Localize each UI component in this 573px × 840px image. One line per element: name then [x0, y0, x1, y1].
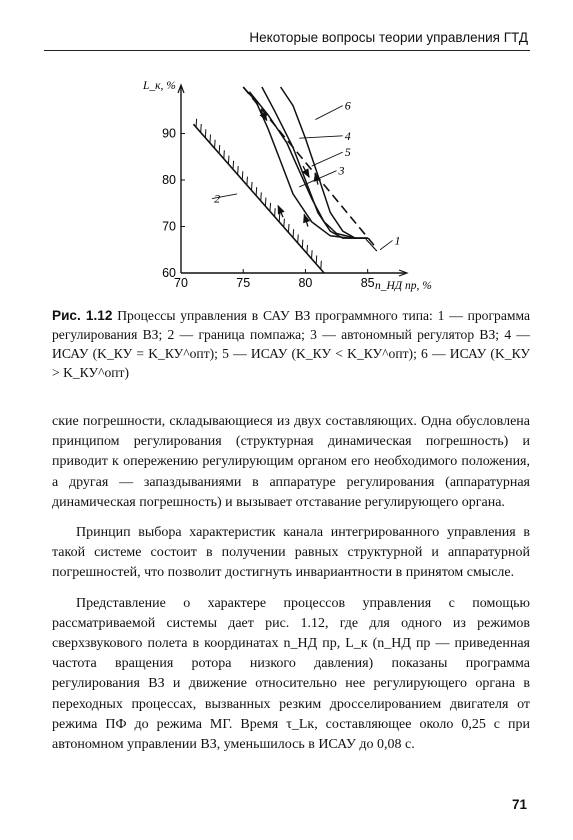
hatch-mark-9	[238, 166, 239, 174]
figure-caption	[52, 306, 530, 382]
hatch-mark-12	[252, 182, 253, 190]
chart-curves	[193, 87, 392, 273]
hatch-mark-11	[247, 177, 248, 185]
hatch-mark-13	[256, 187, 257, 195]
leader-line-6	[315, 106, 342, 120]
body-text	[52, 412, 530, 765]
leader-line-1	[380, 240, 392, 249]
hatch-mark-19	[284, 219, 285, 227]
x-tick-label-1: 75	[236, 276, 251, 290]
curve-label-6: 6	[344, 98, 351, 113]
y-tick-label-3: 90	[162, 126, 176, 141]
hatch-mark-20	[288, 224, 289, 232]
curve-label-2: 2	[214, 191, 221, 206]
hatch-mark-5	[219, 145, 220, 153]
hatch-mark-21	[293, 229, 294, 237]
hatch-mark-27	[321, 261, 322, 269]
curve-6	[281, 87, 368, 238]
x-tick-label-3: 85	[360, 276, 375, 290]
hatch-mark-8	[233, 161, 234, 169]
x-axis-label: n_НД пр, %	[375, 280, 432, 292]
paragraph-3: Представление о характере процессов управления с помощью рассматриваемой системы дает рис. 1.12, где для одного из режимов сверхзвукового полета в координатах n_НД пр, L_к (n_НД пр — приведенная частота вращения ротора низкого давления) показаны программа регулирования ВЗ и движение относительно нее регулирующего органа в переходных процессах, вызванных резким дросселированием двигателя от режима ПФ до режима МГ. Время τ_Lк, составляющее около 0,25 с при автономном управлении ВЗ, уменьшилось в ИСАУ до 0,08 с.	[52, 595, 530, 753]
arrow-up-1	[278, 206, 283, 218]
hatch-mark-25	[312, 250, 313, 258]
y-axis-label: L_к, %	[143, 80, 176, 92]
y-tick-label-0: 60	[162, 266, 176, 280]
hatch-mark-23	[302, 240, 303, 248]
curve-label-5: 5	[344, 145, 351, 160]
y-tick-label-1: 70	[162, 219, 176, 234]
hatch-mark-14	[261, 192, 262, 200]
hatch-mark-24	[307, 245, 308, 253]
curve-label-3: 3	[338, 163, 345, 178]
running-header	[44, 30, 530, 51]
curve-5	[262, 87, 368, 238]
running-header-title: Некоторые вопросы теории управления ГТД	[249, 30, 528, 45]
hatch-mark-6	[224, 150, 225, 158]
hatch-mark-0	[196, 119, 197, 127]
hatch-mark-2	[205, 129, 206, 137]
hatch-mark-7	[228, 156, 229, 164]
figure-1-12-chart	[0, 60, 573, 310]
hatch-mark-17	[275, 208, 276, 216]
hatch-mark-18	[279, 213, 280, 221]
x-tick-label-0: 70	[174, 276, 188, 290]
curve-label-4: 4	[344, 128, 351, 143]
caption-label: Рис. 1.12	[52, 308, 113, 323]
leader-line-4	[299, 136, 343, 138]
hatch-mark-10	[242, 171, 243, 179]
curve-1-program	[243, 87, 374, 245]
page-number: 71	[511, 797, 527, 812]
chart-text	[142, 80, 432, 292]
paragraph-2: Принцип выбора характеристик канала интегрированного управления в такой системе состоит в получении равных структурной и аппаратурной погрешностей, что позволит достигнуть инвариантности в принятом смысле.	[52, 525, 530, 581]
hatch-mark-15	[265, 198, 266, 206]
x-tick-label-2: 80	[298, 276, 313, 290]
caption-text: Процессы управления в САУ ВЗ программного типа: 1 — программа регулирования ВЗ; 2 — граница помпажа; 3 — автономный регулятор ВЗ; 4 — ИСАУ (K_КУ = K_КУ^опт); 5 — ИСАУ (K_КУ < K_КУ^опт); 6 — ИСАУ (K_КУ > K_КУ^опт)	[52, 308, 531, 380]
curve-label-1: 1	[394, 233, 401, 248]
hatch-mark-16	[270, 203, 271, 211]
paragraph-1: ские погрешности, складывающиеся из двух составляющих. Одна обусловлена принципом регулирования (структурная динамическая погрешность) и приводит к опережению регулирующим органом его необходимого положения, а другая — запаздываниями в аппаратуре регулирования (аппаратурная динамическая погрешность) и вызывает отставание регулирующего органа.	[52, 414, 530, 510]
hatch-mark-3	[210, 135, 211, 143]
hatch-mark-1	[201, 124, 202, 132]
hatch-mark-26	[316, 255, 317, 263]
hatch-mark-22	[298, 234, 299, 242]
hatch-mark-4	[215, 140, 216, 148]
y-tick-label-2: 80	[162, 173, 176, 187]
